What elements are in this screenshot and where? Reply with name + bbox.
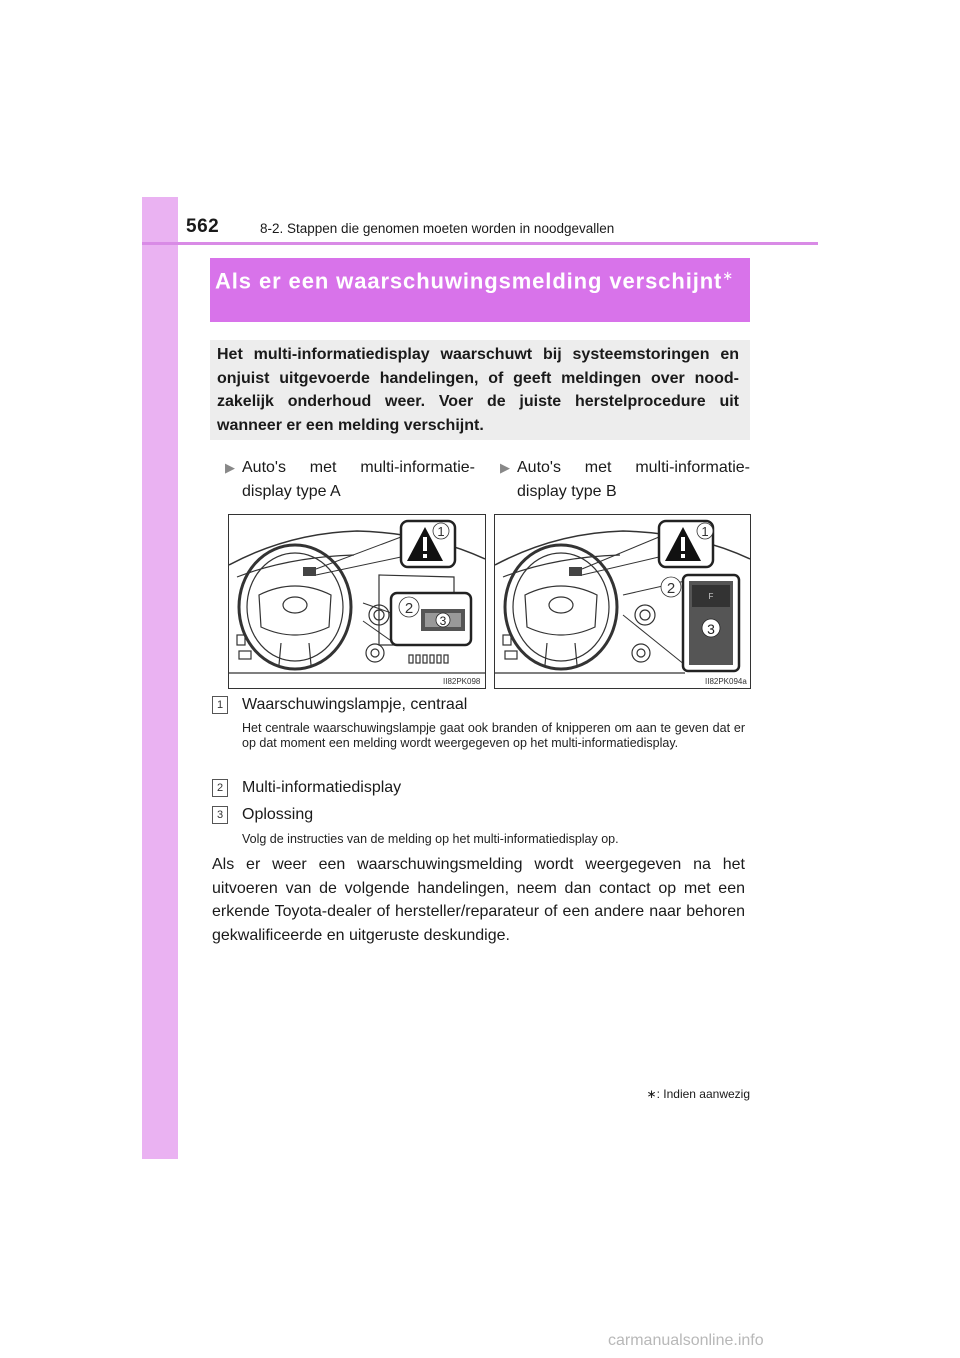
callout-1-b: 1: [701, 524, 709, 539]
callout-3-b: 3: [707, 621, 715, 637]
dashboard-drawing-a: [229, 515, 485, 688]
heading-banner: [210, 258, 750, 322]
item-number-2: 2: [212, 779, 228, 797]
item-label-3: Oplossing: [242, 806, 314, 823]
page-heading: Als er een waarschuwingsmelding verschijnt∗: [215, 268, 735, 294]
triangle-right-icon: ▶: [500, 460, 510, 475]
variant-a-label: [225, 456, 475, 504]
asterisk-mark: ∗: [722, 268, 735, 283]
side-tab: [142, 197, 178, 1159]
page-number: 562: [186, 216, 220, 237]
section-title: 8-2. Stappen die genomen moeten worden in noodgevallen: [260, 221, 615, 236]
callout-3: 3: [439, 614, 447, 628]
dashboard-drawing-b: [495, 515, 750, 688]
intro-box: [210, 340, 750, 440]
variant-a-text: Auto's met multi-informatie-display type A: [242, 459, 475, 500]
dashboard-illustration-b: [494, 514, 751, 689]
variant-b-text: Auto's met multi-informatie-display type B: [517, 459, 750, 500]
item-description-1: Het centrale waarschuwingslampje gaat ook branden of knipperen om aan te geven dat er op dat moment een melding wordt weergegeven op het multi-informatiedisplay.: [242, 721, 745, 750]
item-label-1: Waarschuwingslampje, centraal: [242, 696, 468, 713]
item-description-3: Volg de instructies van de melding op het multi-informatiedisplay op.: [242, 832, 619, 846]
header-rule: [142, 242, 818, 245]
item-number-1: 1: [212, 696, 228, 714]
svg-text:F: F: [708, 592, 714, 601]
triangle-right-icon: ▶: [225, 460, 235, 475]
callout-2: 2: [404, 600, 414, 617]
callout-2-b: 2: [666, 580, 676, 597]
item-number-3: 3: [212, 806, 228, 824]
item-label-2: Multi-informatiedisplay: [242, 779, 402, 796]
dashboard-illustration-a: [228, 514, 486, 689]
watermark: carmanualsonline.info: [608, 1332, 764, 1349]
footnote: ∗: Indien aanwezig: [646, 1087, 750, 1101]
image-code-b: II82PK094a: [705, 677, 747, 686]
closing-paragraph: Als er weer een waarschuwingsmelding wordt weergegeven na het uitvoeren van de volgende handelingen, neem dan contact op met een erkende Toyota-dealer of hersteller/reparateur of een andere naar behoren gekwalificeerde en uitgeruste deskundige.: [212, 856, 745, 944]
intro-text: Het multi-informatiedisplay waarschuwt bij systeemstoringen en onjuist uitgevoerde handelingen, of geeft meldingen over nood-zakelijk onderhoud weer. Voer de juiste herstelprocedure uit wanneer er een melding verschijnt.: [217, 346, 739, 434]
variant-b-label: [500, 456, 750, 504]
callout-1: 1: [437, 524, 445, 539]
image-code-a: II82PK098: [443, 677, 481, 686]
